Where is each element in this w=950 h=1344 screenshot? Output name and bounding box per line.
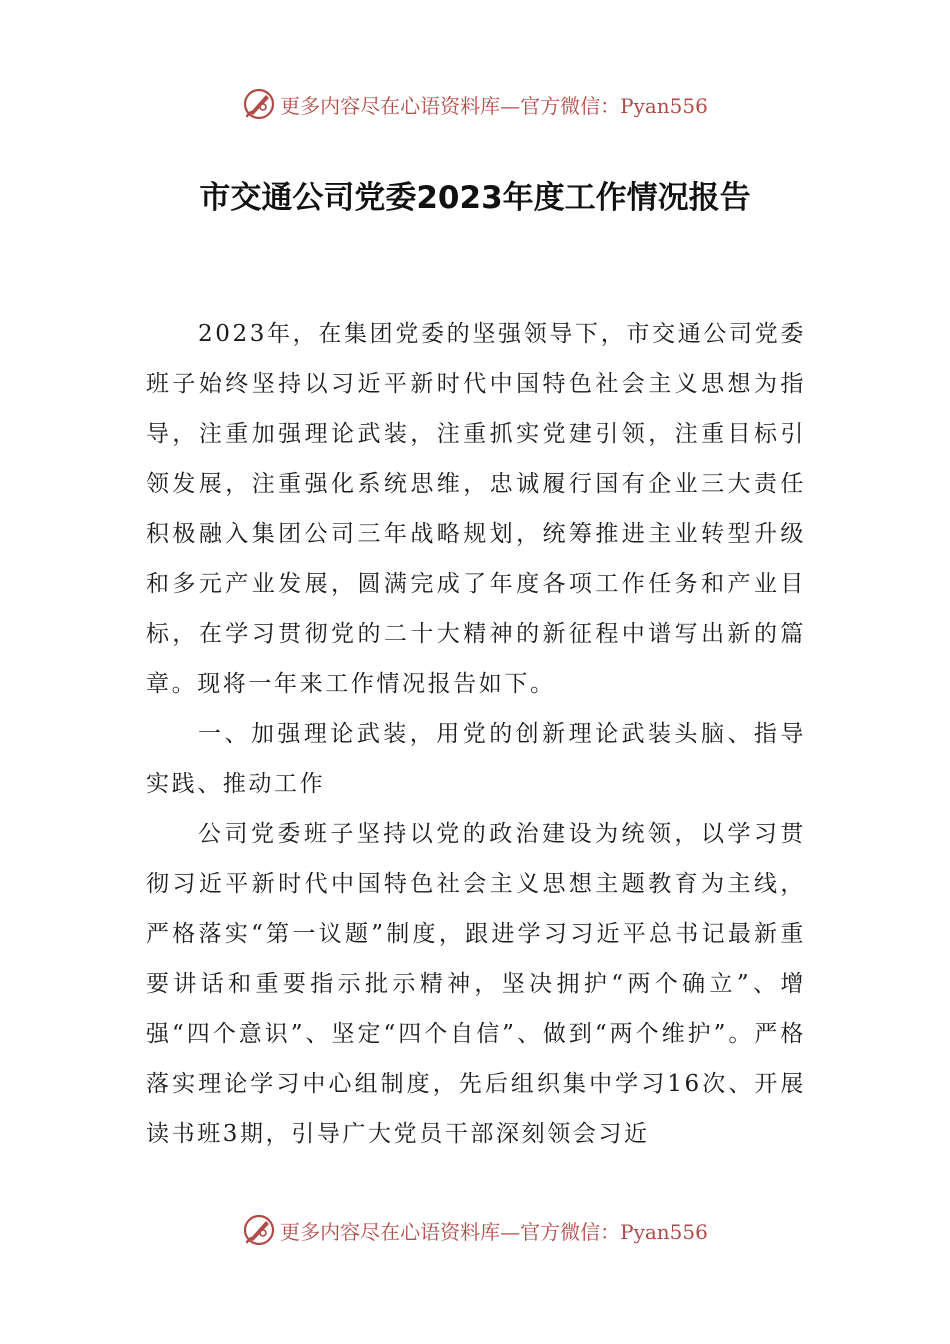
document-body xyxy=(146,309,806,1159)
banner-text: 更多内容尽在心语资料库—官方微信：Pyan556 xyxy=(280,1219,708,1244)
paragraph-section-one: 公司党委班子坚持以党的政治建设为统领，以学习贯彻习近平新时代中国特色社会主义思想主题教育为主线，严格落实“第一议题”制度，跟进学习习近平总书记最新重要讲话和重要指示批示精神，坚决拥护“两个确立”、增强“四个意识”、坚定“四个自信”、做到“两个维护”。严格落实理论学习中心组制度，先后组织集中学习16次、开展读书班3期，引导广大党员干部深刻领会习近 xyxy=(146,821,806,1147)
document-title: 市交通公司党委2023年度工作情况报告 xyxy=(199,180,751,216)
paragraph-intro: 2023年，在集团党委的坚强领导下，市交通公司党委班子始终坚持以习近平新时代中国特色社会主义思想为指导，注重加强理论武装，注重抓实党建引领，注重目标引领发展，注重强化系统思维，忠诚履行国有企业三大责任积极融入集团公司三年战略规划，统筹推进主业转型升级和多元产业发展，圆满完成了年度各项工作任务和产业目标，在学习贯彻党的二十大精神的新征程中谱写出新的篇章。现将一年来工作情况报告如下。 xyxy=(146,321,806,697)
quill-pen-icon xyxy=(242,87,276,121)
section-heading: 一、加强理论武装，用党的创新理论武装头脑、指导实践、推动工作 xyxy=(146,721,806,797)
quill-pen-icon xyxy=(242,1213,276,1247)
header-banner xyxy=(0,84,950,124)
footer-banner xyxy=(0,1210,950,1250)
banner-text: 更多内容尽在心语资料库—官方微信：Pyan556 xyxy=(280,93,708,118)
